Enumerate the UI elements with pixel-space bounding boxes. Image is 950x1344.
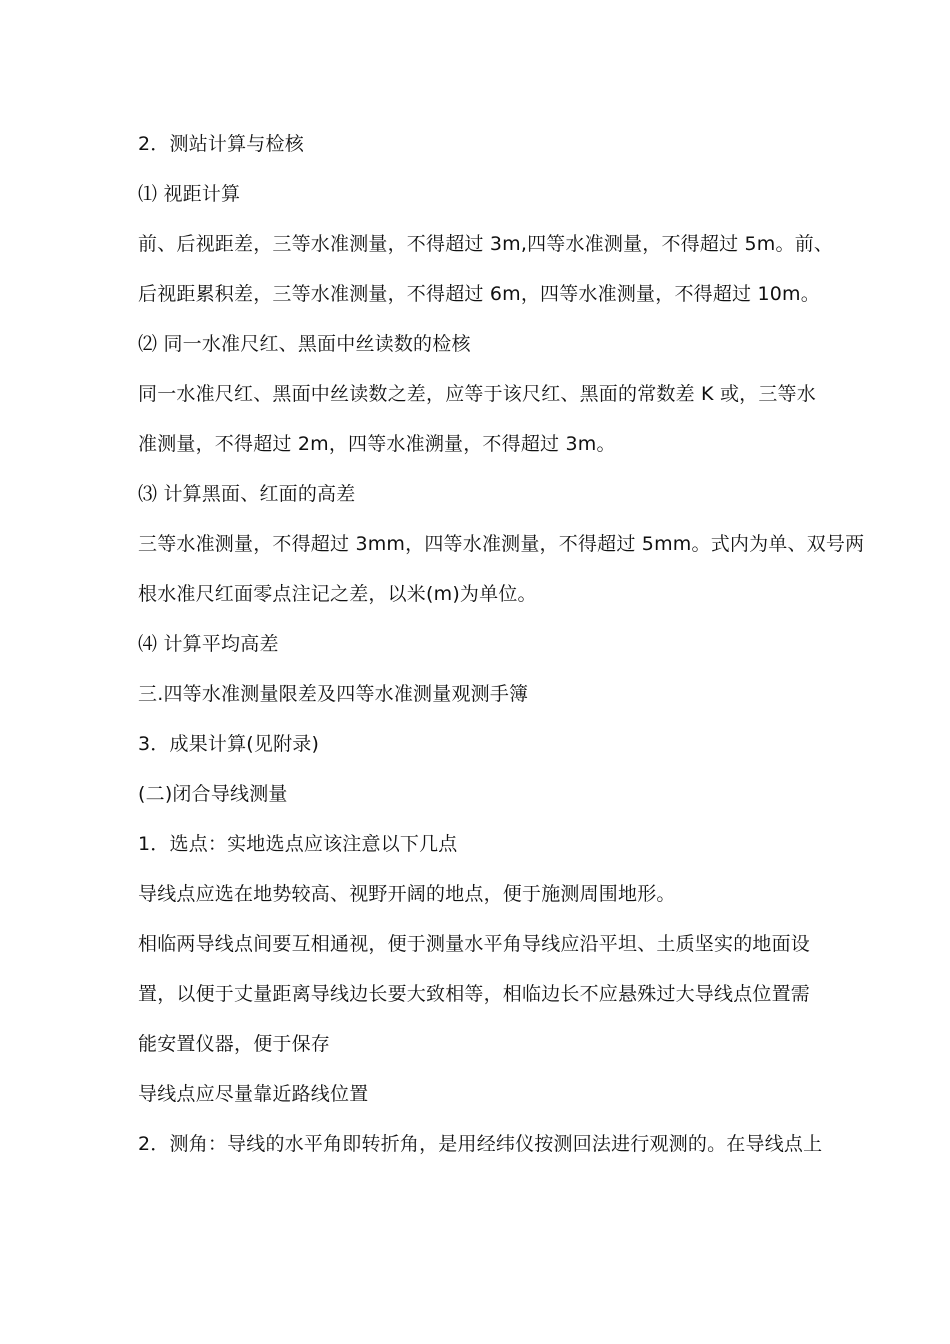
section-heading-closed-traverse: (二)闭合导线测量 <box>138 783 288 805</box>
subheading-sight-distance: ⑴ 视距计算 <box>138 183 241 205</box>
paragraph-line: 同一水准尺红、黑面中丝读数之差，应等于该尺红、黑面的常数差 K 或，三等水 <box>138 383 816 405</box>
paragraph-line: 前、后视距差，三等水准测量，不得超过 3m,四等水准测量，不得超过 5m。前、 <box>138 233 834 255</box>
section-heading-point-selection: 1．选点：实地选点应该注意以下几点 <box>138 833 458 855</box>
paragraph-line: 置，以便于丈量距离导线边长要大致相等，相临边长不应悬殊过大导线点位置需 <box>138 983 811 1005</box>
section-heading-station-check: 2．测站计算与检核 <box>138 133 304 155</box>
subheading-height-difference: ⑶ 计算黑面、红面的高差 <box>138 483 356 505</box>
section-heading-results: 3．成果计算(见附录) <box>138 733 320 755</box>
paragraph-line: 导线点应尽量靠近路线位置 <box>138 1083 369 1105</box>
document-body <box>138 127 865 1177</box>
subheading-average-height-difference: ⑷ 计算平均高差 <box>138 633 279 655</box>
paragraph-line: 三等水准测量，不得超过 3mm，四等水准测量，不得超过 5mm。式内为单、双号两 <box>138 533 865 555</box>
paragraph-line: 相临两导线点间要互相通视，便于测量水平角导线应沿平坦、土质坚实的地面设 <box>138 933 811 955</box>
section-heading-angle-measurement: 2．测角：导线的水平角即转折角，是用经纬仪按测回法进行观测的。在导线点上 <box>138 1133 823 1155</box>
paragraph-line: 准测量，不得超过 2m，四等水准溯量，不得超过 3m。 <box>138 433 616 455</box>
paragraph-line: 三.四等水准测量限差及四等水准测量观测手簿 <box>138 683 529 705</box>
subheading-red-black-check: ⑵ 同一水准尺红、黑面中丝读数的检核 <box>138 333 471 355</box>
paragraph-line: 后视距累积差，三等水准测量，不得超过 6m，四等水准测量，不得超过 10m。 <box>138 283 820 305</box>
paragraph-line: 导线点应选在地势较高、视野开阔的地点，便于施测周围地形。 <box>138 883 676 905</box>
paragraph-line: 能安置仪器，便于保存 <box>138 1033 331 1055</box>
paragraph-line: 根水准尺红面零点注记之差，以米(m)为单位。 <box>138 583 537 605</box>
